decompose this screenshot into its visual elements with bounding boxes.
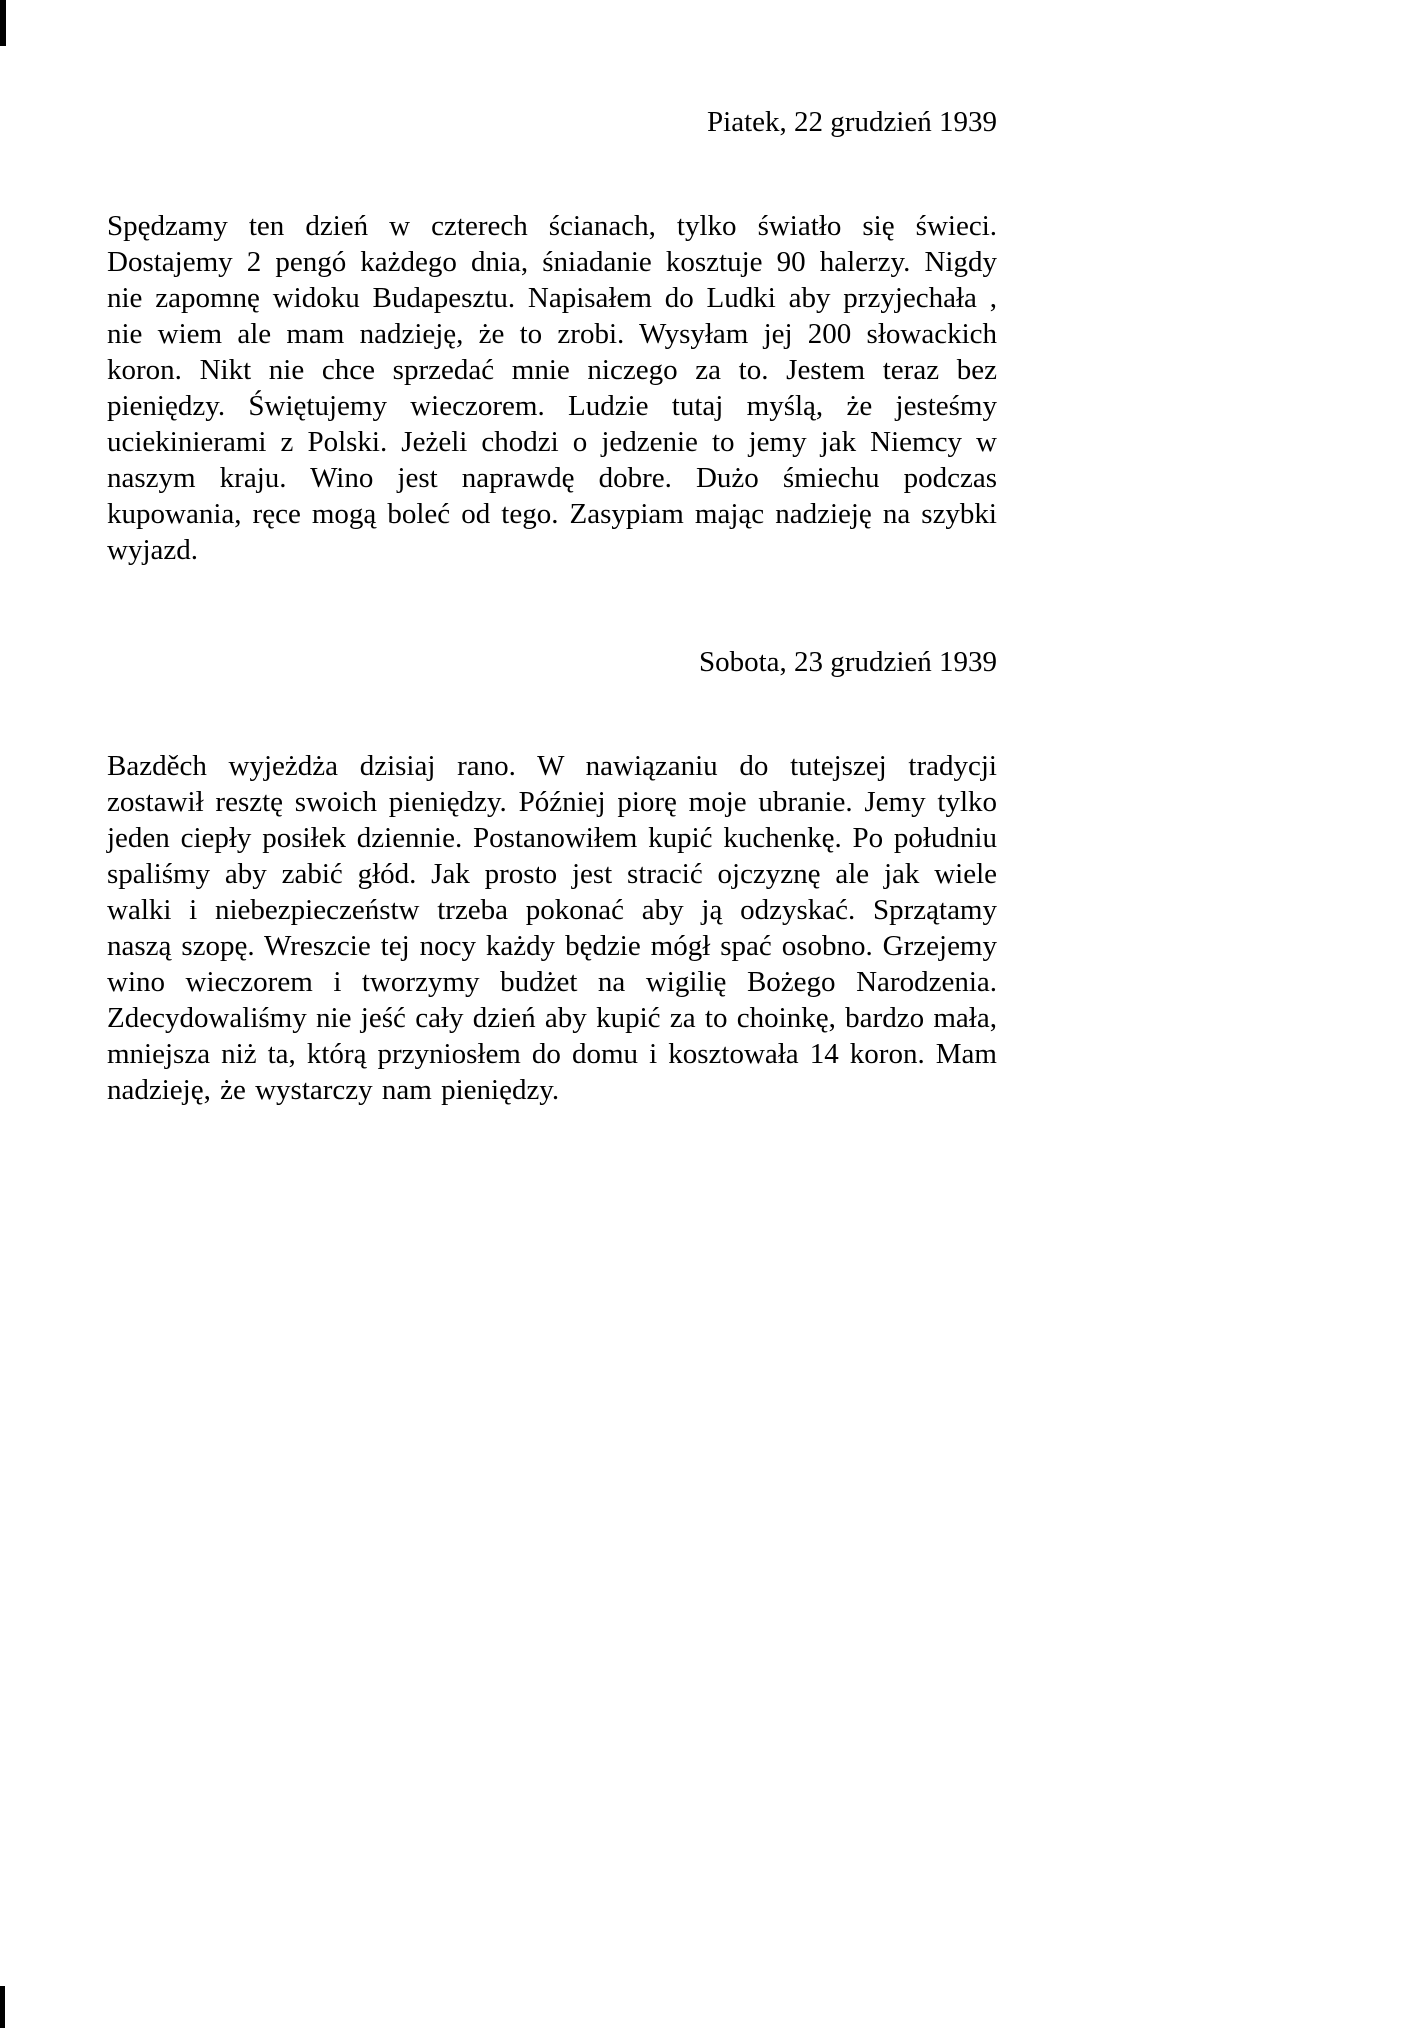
diary-entry-1	[107, 104, 997, 568]
scan-artifact-bottom	[0, 1986, 5, 2028]
entry-body: Bazděch wyjeżdża dzisiaj rano. W nawiązaniu do tutejszej tradycji zostawił resztę swoich pieniędzy. Później piorę moje ubranie. Jemy tylko jeden ciepły posiłek dziennie. Postanowiłem kupić kuchenkę. Po południu spaliśmy aby zabić głód. Jak prosto jest stracić ojczyznę ale jak wiele walki i niebezpieczeństw trzeba pokonać aby ją odzyskać. Sprzątamy naszą szopę. Wreszcie tej nocy każdy będzie mógł spać osobno. Grzejemy wino wieczorem i tworzymy budżet na wigilię Bożego Narodzenia. Zdecydowaliśmy nie jeść cały dzień aby kupić za to choinkę, bardzo mała, mniejsza niż ta, którą przyniosłem do domu i kosztowała 14 koron. Mam nadzieję, że wystarczy nam pieniędzy.	[107, 750, 997, 1106]
entry-date: Piatek, 22 grudzień 1939	[707, 106, 997, 138]
entry-date: Sobota, 23 grudzień 1939	[698, 646, 997, 678]
document-page	[107, 0, 997, 1184]
entry-body: Spędzamy ten dzień w czterech ścianach, tylko światło się świeci. Dostajemy 2 pengó każdego dnia, śniadanie kosztuje 90 halerzy. Nigdy nie zapomnę widoku Budapesztu. Napisałem do Ludki aby przyjechała , nie wiem ale mam nadzieję, że to zrobi. Wysyłam jej 200 słowackich koron. Nikt nie chce sprzedać mnie niczego za to. Jestem teraz bez pieniędzy. Świętujemy wieczorem. Ludzie tutaj myślą, że jesteśmy uciekinierami z Polski. Jeżeli chodzi o jedzenie to jemy jak Niemcy w naszym kraju. Wino jest naprawdę dobre. Dużo śmiechu podczas kupowania, ręce mogą boleć od tego. Zasypiam mając nadzieję na szybki wyjazd.	[107, 210, 997, 566]
diary-entry-2	[107, 644, 997, 1108]
scan-artifact-top	[0, 0, 6, 46]
